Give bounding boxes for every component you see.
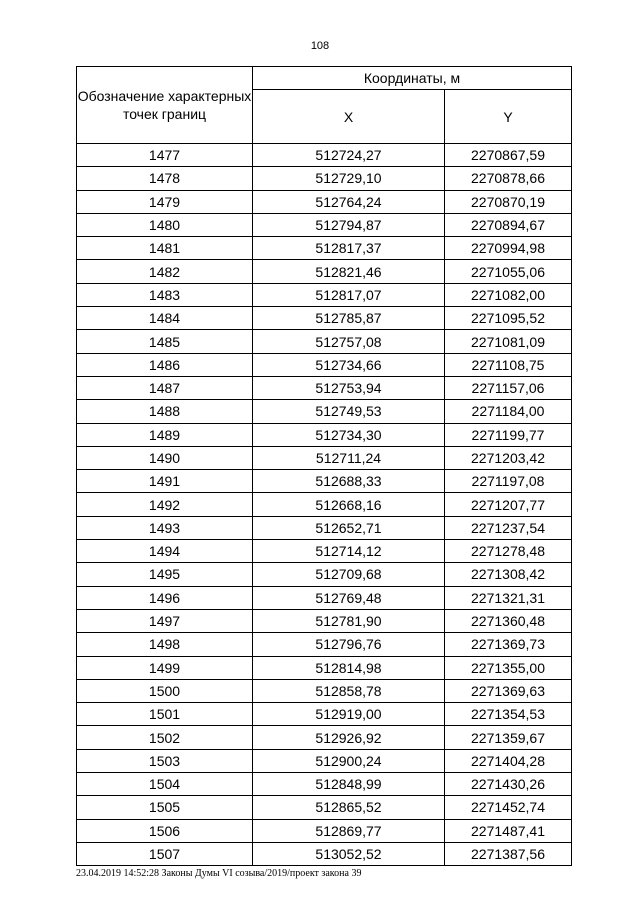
- header-point-designation: Обозначение характерных точек границ: [77, 67, 253, 144]
- y-cell: 2271354,53: [445, 703, 572, 726]
- point-cell: 1504: [77, 773, 253, 796]
- x-cell: 512769,48: [253, 586, 445, 609]
- table-row: [77, 144, 572, 167]
- point-cell: 1488: [77, 400, 253, 423]
- y-cell: 2271369,73: [445, 633, 572, 656]
- y-cell: 2270894,67: [445, 213, 572, 236]
- table-row: [77, 563, 572, 586]
- point-cell: 1497: [77, 609, 253, 632]
- point-cell: 1494: [77, 540, 253, 563]
- table-row: [77, 726, 572, 749]
- x-cell: 512734,66: [253, 353, 445, 376]
- x-cell: 512688,33: [253, 470, 445, 493]
- table-row: [77, 167, 572, 190]
- table-row: [77, 353, 572, 376]
- point-cell: 1482: [77, 260, 253, 283]
- y-cell: 2271430,26: [445, 773, 572, 796]
- table-row: [77, 423, 572, 446]
- y-cell: 2271278,48: [445, 540, 572, 563]
- x-cell: 512668,16: [253, 493, 445, 516]
- y-cell: 2271199,77: [445, 423, 572, 446]
- point-cell: 1496: [77, 586, 253, 609]
- point-cell: 1487: [77, 376, 253, 399]
- table-row: [77, 540, 572, 563]
- point-cell: 1484: [77, 307, 253, 330]
- y-cell: 2271081,09: [445, 330, 572, 353]
- point-cell: 1493: [77, 516, 253, 539]
- x-cell: 512757,08: [253, 330, 445, 353]
- point-cell: 1505: [77, 796, 253, 819]
- x-cell: 512858,78: [253, 679, 445, 702]
- table-row: [77, 283, 572, 306]
- table-row: [77, 586, 572, 609]
- table-row: [77, 307, 572, 330]
- y-cell: 2270867,59: [445, 144, 572, 167]
- y-cell: 2270870,19: [445, 190, 572, 213]
- coordinates-table: [76, 66, 572, 866]
- x-cell: 512794,87: [253, 213, 445, 236]
- y-cell: 2271203,42: [445, 446, 572, 469]
- y-cell: 2271487,41: [445, 819, 572, 842]
- x-cell: 513052,52: [253, 842, 445, 865]
- point-cell: 1507: [77, 842, 253, 865]
- table-row: [77, 796, 572, 819]
- x-cell: 512749,53: [253, 400, 445, 423]
- point-cell: 1483: [77, 283, 253, 306]
- table-row: [77, 749, 572, 772]
- y-cell: 2271197,08: [445, 470, 572, 493]
- point-cell: 1478: [77, 167, 253, 190]
- x-cell: 512796,76: [253, 633, 445, 656]
- point-cell: 1500: [77, 679, 253, 702]
- point-cell: 1501: [77, 703, 253, 726]
- table-row: [77, 842, 572, 865]
- table-row: [77, 376, 572, 399]
- x-cell: 512729,10: [253, 167, 445, 190]
- x-cell: 512724,27: [253, 144, 445, 167]
- y-cell: 2271184,00: [445, 400, 572, 423]
- x-cell: 512900,24: [253, 749, 445, 772]
- y-cell: 2271360,48: [445, 609, 572, 632]
- y-cell: 2270994,98: [445, 237, 572, 260]
- x-cell: 512709,68: [253, 563, 445, 586]
- x-cell: 512764,24: [253, 190, 445, 213]
- x-cell: 512848,99: [253, 773, 445, 796]
- footer-stamp: 23.04.2019 14:52:28 Законы Думы VI созыва/2019/проект закона 39: [76, 868, 362, 879]
- header-coordinates: Координаты, м: [253, 67, 572, 90]
- y-cell: 2271404,28: [445, 749, 572, 772]
- x-cell: 512869,77: [253, 819, 445, 842]
- x-cell: 512753,94: [253, 376, 445, 399]
- point-cell: 1489: [77, 423, 253, 446]
- point-cell: 1479: [77, 190, 253, 213]
- x-cell: 512919,00: [253, 703, 445, 726]
- table-row: [77, 190, 572, 213]
- x-cell: 512926,92: [253, 726, 445, 749]
- point-cell: 1495: [77, 563, 253, 586]
- y-cell: 2271359,67: [445, 726, 572, 749]
- x-cell: 512652,71: [253, 516, 445, 539]
- table-row: [77, 400, 572, 423]
- x-cell: 512734,30: [253, 423, 445, 446]
- table-row: [77, 237, 572, 260]
- point-cell: 1492: [77, 493, 253, 516]
- table-row: [77, 819, 572, 842]
- x-cell: 512865,52: [253, 796, 445, 819]
- y-cell: 2271055,06: [445, 260, 572, 283]
- y-cell: 2271108,75: [445, 353, 572, 376]
- point-cell: 1477: [77, 144, 253, 167]
- x-cell: 512817,37: [253, 237, 445, 260]
- y-cell: 2271387,56: [445, 842, 572, 865]
- page-number: 108: [310, 40, 330, 52]
- table-body: [77, 144, 572, 866]
- y-cell: 2271237,54: [445, 516, 572, 539]
- point-cell: 1503: [77, 749, 253, 772]
- y-cell: 2271095,52: [445, 307, 572, 330]
- point-cell: 1490: [77, 446, 253, 469]
- table-row: [77, 493, 572, 516]
- table-row: [77, 260, 572, 283]
- y-cell: 2271321,31: [445, 586, 572, 609]
- table-row: [77, 470, 572, 493]
- x-cell: 512814,98: [253, 656, 445, 679]
- y-cell: 2271207,77: [445, 493, 572, 516]
- point-cell: 1499: [77, 656, 253, 679]
- table-row: [77, 633, 572, 656]
- header-y: Y: [445, 90, 572, 144]
- x-cell: 512817,07: [253, 283, 445, 306]
- x-cell: 512714,12: [253, 540, 445, 563]
- x-cell: 512781,90: [253, 609, 445, 632]
- point-cell: 1486: [77, 353, 253, 376]
- table-row: [77, 516, 572, 539]
- x-cell: 512711,24: [253, 446, 445, 469]
- point-cell: 1491: [77, 470, 253, 493]
- x-cell: 512821,46: [253, 260, 445, 283]
- point-cell: 1481: [77, 237, 253, 260]
- table-row: [77, 609, 572, 632]
- table-row: [77, 703, 572, 726]
- x-cell: 512785,87: [253, 307, 445, 330]
- point-cell: 1485: [77, 330, 253, 353]
- y-cell: 2271355,00: [445, 656, 572, 679]
- point-cell: 1498: [77, 633, 253, 656]
- table-row: [77, 446, 572, 469]
- header-x: X: [253, 90, 445, 144]
- y-cell: 2271157,06: [445, 376, 572, 399]
- table-row: [77, 213, 572, 236]
- point-cell: 1506: [77, 819, 253, 842]
- y-cell: 2270878,66: [445, 167, 572, 190]
- table-row: [77, 773, 572, 796]
- table-row: [77, 679, 572, 702]
- y-cell: 2271082,00: [445, 283, 572, 306]
- y-cell: 2271308,42: [445, 563, 572, 586]
- y-cell: 2271452,74: [445, 796, 572, 819]
- y-cell: 2271369,63: [445, 679, 572, 702]
- table-row: [77, 656, 572, 679]
- point-cell: 1480: [77, 213, 253, 236]
- table-row: [77, 330, 572, 353]
- point-cell: 1502: [77, 726, 253, 749]
